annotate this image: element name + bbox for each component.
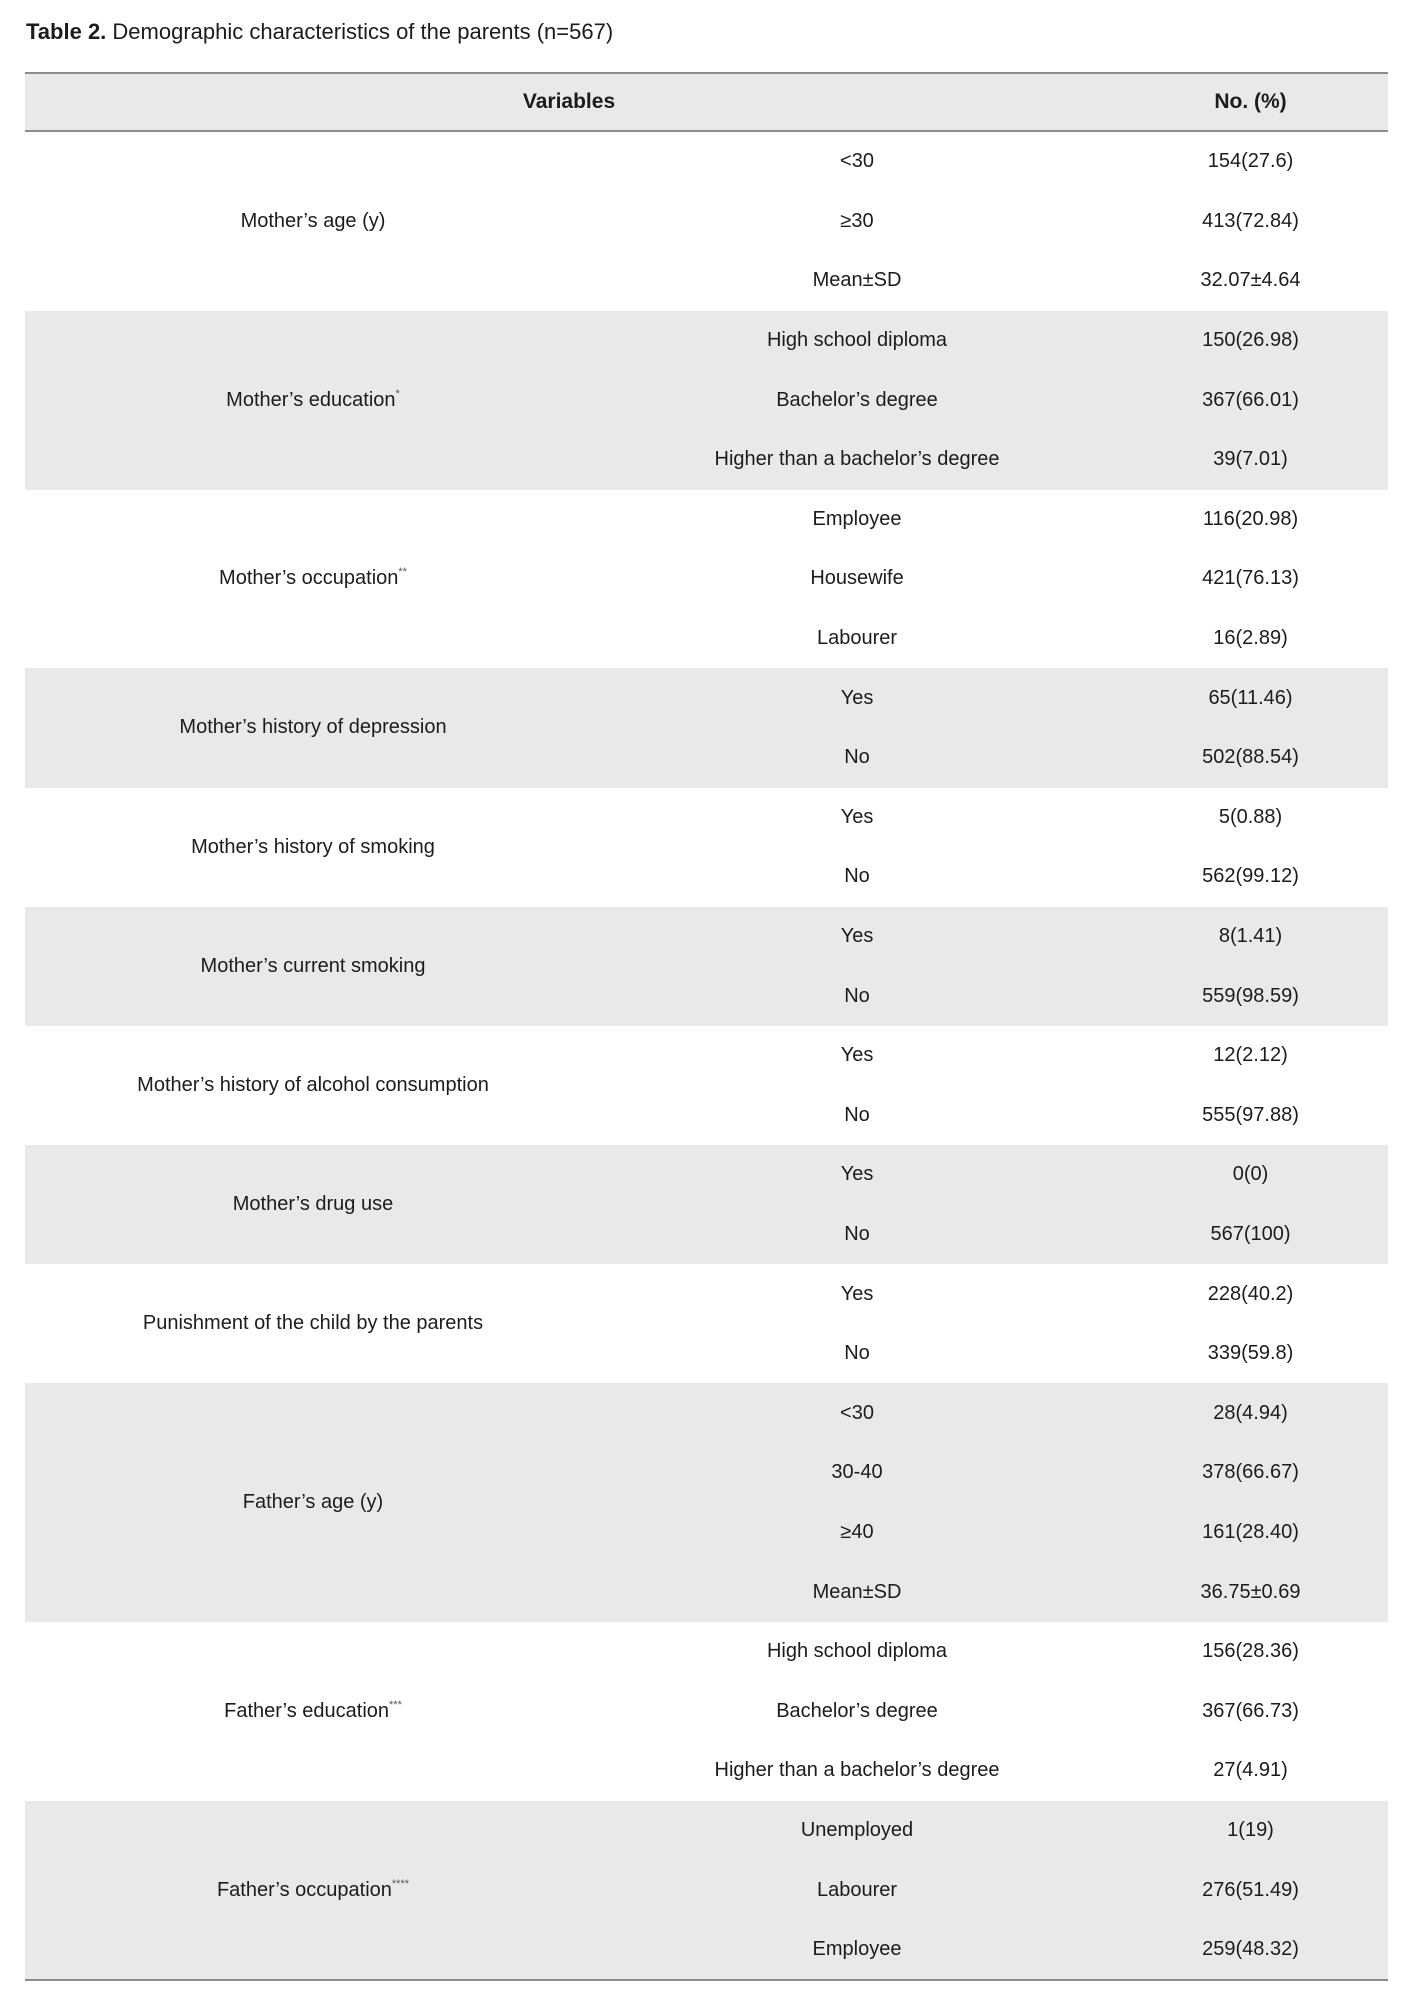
value-cell: 567(100) <box>1113 1205 1388 1265</box>
category-cell: Labourer <box>816 627 898 650</box>
table-body <box>25 131 1388 1980</box>
variable-label: Mother’s drug use <box>232 1193 394 1216</box>
variable-cell <box>25 788 601 907</box>
demographics-table <box>25 72 1388 1981</box>
category-cell: Yes <box>601 668 1113 728</box>
category-cell: Employee <box>812 507 902 530</box>
category-cell: Yes <box>840 805 874 828</box>
category-cell: Higher than a bachelor’s degree <box>714 1759 1000 1782</box>
value-cell: 555(97.88) <box>1202 1103 1299 1126</box>
table-title: Demographic characteristics of the parents (n=567) <box>106 19 614 44</box>
table-header-row <box>25 73 1388 131</box>
variable-label: Mother’s occupation <box>219 567 399 590</box>
table-row <box>25 788 1388 848</box>
category-cell: No <box>844 1342 870 1365</box>
variable-cell <box>25 907 601 1026</box>
value-cell: 161(28.40) <box>1113 1503 1388 1563</box>
value-cell: 259(48.32) <box>1113 1920 1388 1981</box>
table-row <box>25 668 1388 728</box>
value-cell: 39(7.01) <box>1113 430 1388 490</box>
footnote-marker: * <box>395 387 400 400</box>
variable-cell <box>25 1264 601 1383</box>
variable-label: Father’s age (y) <box>242 1491 384 1514</box>
variable-cell <box>25 131 601 311</box>
category-cell: No <box>601 728 1113 788</box>
category-cell: <30 <box>840 150 874 173</box>
variable-label: Father’s education <box>224 1699 390 1722</box>
category-cell: Employee <box>601 1920 1113 1981</box>
variable-label: Mother’s education <box>226 388 396 411</box>
value-cell: 228(40.2) <box>1207 1282 1294 1305</box>
value-cell: 562(99.12) <box>1202 865 1299 888</box>
category-cell: Yes <box>840 1282 874 1305</box>
table-row <box>25 1383 1388 1443</box>
value-cell: 28(4.94) <box>1113 1383 1388 1443</box>
value-cell: 27(4.91) <box>1213 1759 1288 1782</box>
value-cell: 154(27.6) <box>1207 150 1294 173</box>
variable-cell <box>25 1145 601 1264</box>
category-cell: No <box>601 1205 1113 1265</box>
value-cell: 276(51.49) <box>1113 1860 1388 1920</box>
value-cell: 65(11.46) <box>1113 668 1388 728</box>
variable-label: Father’s occupation <box>216 1878 392 1901</box>
variable-label: Mother’s history of depression <box>179 716 447 739</box>
value-cell: 0(0) <box>1113 1145 1388 1205</box>
category-cell: No <box>844 1103 870 1126</box>
table-row <box>25 1622 1388 1682</box>
category-cell: Mean±SD <box>812 269 902 292</box>
value-cell: 116(20.98) <box>1202 507 1299 530</box>
category-cell: ≥30 <box>840 209 874 232</box>
category-cell: Mean±SD <box>601 1562 1113 1622</box>
category-cell: 30-40 <box>601 1443 1113 1503</box>
value-cell: 16(2.89) <box>1213 627 1288 650</box>
variable-cell <box>25 1026 601 1145</box>
variable-cell <box>25 1383 601 1621</box>
category-cell: Higher than a bachelor’s degree <box>601 430 1113 490</box>
value-cell: 32.07±4.64 <box>1200 269 1301 292</box>
value-cell: 156(28.36) <box>1202 1640 1299 1663</box>
category-cell: High school diploma <box>601 311 1113 371</box>
value-cell: 413(72.84) <box>1202 209 1299 232</box>
table-row <box>25 490 1388 550</box>
footnote-marker: ** <box>398 566 407 579</box>
table-row <box>25 1801 1388 1861</box>
table-row <box>25 1145 1388 1205</box>
variable-cell <box>25 1622 601 1801</box>
value-cell: 502(88.54) <box>1113 728 1388 788</box>
table-row <box>25 1264 1388 1324</box>
category-cell: Yes <box>601 907 1113 967</box>
category-cell: No <box>601 966 1113 1026</box>
value-cell: 367(66.01) <box>1113 370 1388 430</box>
category-cell: Housewife <box>810 567 904 590</box>
value-cell: 367(66.73) <box>1202 1699 1299 1722</box>
value-cell: 339(59.8) <box>1207 1342 1294 1365</box>
header-value: No. (%) <box>1113 73 1388 131</box>
value-cell: 1(19) <box>1113 1801 1388 1861</box>
variable-label: Mother’s age (y) <box>240 209 386 232</box>
category-cell: Bachelor’s degree <box>776 1699 938 1722</box>
variable-cell <box>25 1801 601 1981</box>
category-cell: Bachelor’s degree <box>601 370 1113 430</box>
table-row <box>25 131 1388 192</box>
variable-label: Punishment of the child by the parents <box>142 1312 484 1335</box>
footnote-marker: **** <box>391 1877 410 1890</box>
category-cell: ≥40 <box>601 1503 1113 1563</box>
value-cell: 5(0.88) <box>1218 805 1283 828</box>
header-variables: Variables <box>25 73 1113 131</box>
table-caption <box>26 17 613 47</box>
variable-cell <box>25 311 601 490</box>
value-cell: 421(76.13) <box>1202 567 1299 590</box>
table-row <box>25 907 1388 967</box>
value-cell: 12(2.12) <box>1213 1044 1288 1067</box>
value-cell: 150(26.98) <box>1113 311 1388 371</box>
category-cell: High school diploma <box>766 1640 948 1663</box>
table-row <box>25 1026 1388 1086</box>
category-cell: Unemployed <box>601 1801 1113 1861</box>
footnote-marker: *** <box>389 1698 402 1711</box>
category-cell: No <box>844 865 870 888</box>
category-cell: Yes <box>601 1145 1113 1205</box>
table-row <box>25 311 1388 371</box>
category-cell: Yes <box>840 1044 874 1067</box>
value-cell: 559(98.59) <box>1113 966 1388 1026</box>
variable-cell <box>25 490 601 669</box>
value-cell: 378(66.67) <box>1113 1443 1388 1503</box>
variable-label: Mother’s history of alcohol consumption <box>137 1074 489 1096</box>
table-number: Table 2. <box>26 19 107 44</box>
variable-label: Mother’s current smoking <box>200 954 426 977</box>
category-cell: Labourer <box>601 1860 1113 1920</box>
variable-label: Mother’s history of smoking <box>191 835 435 858</box>
value-cell: 8(1.41) <box>1113 907 1388 967</box>
value-cell: 36.75±0.69 <box>1113 1562 1388 1622</box>
category-cell: <30 <box>601 1383 1113 1443</box>
variable-cell <box>25 668 601 787</box>
